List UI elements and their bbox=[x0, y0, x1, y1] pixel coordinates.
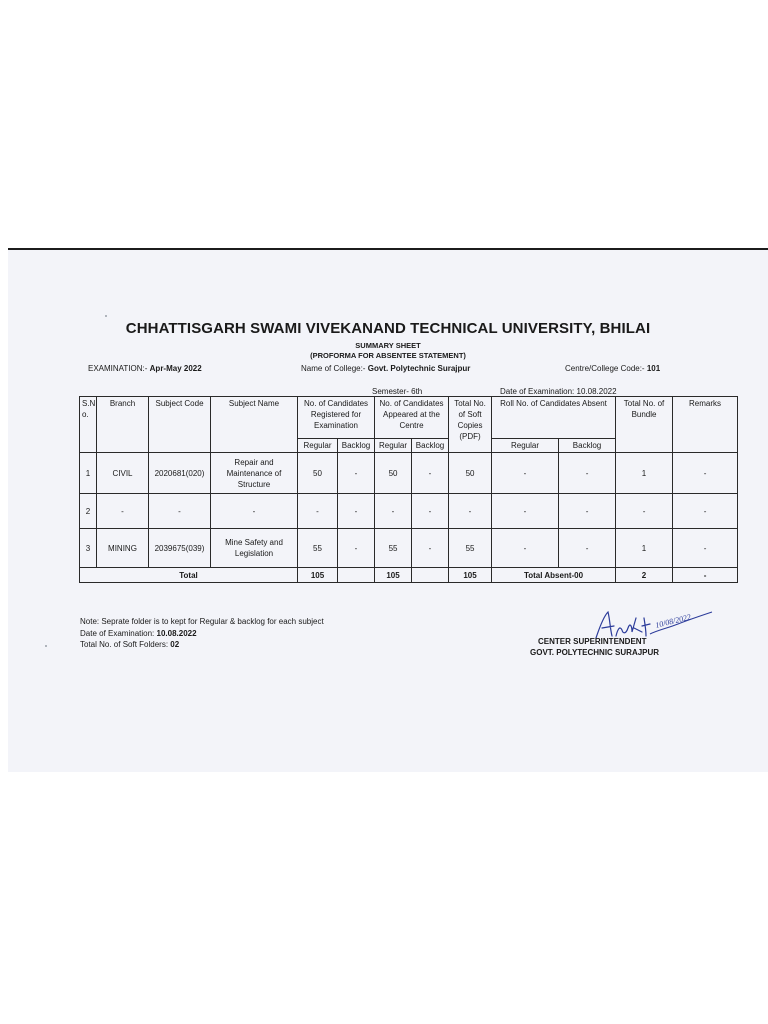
cell-registered-regular: 50 bbox=[298, 453, 338, 494]
total-row bbox=[80, 568, 738, 583]
total-absent: Total Absent-00 bbox=[492, 568, 616, 583]
header-subject-name: Subject Name bbox=[211, 397, 298, 453]
table-row bbox=[80, 453, 738, 494]
header-subject-code: Subject Code bbox=[149, 397, 211, 453]
scan-speck bbox=[45, 645, 47, 647]
cell-sno: 2 bbox=[80, 494, 97, 529]
total-empty-cell bbox=[412, 568, 449, 583]
cell-sno: 1 bbox=[80, 453, 97, 494]
notes-block bbox=[80, 616, 324, 651]
cell-subject-code: - bbox=[149, 494, 211, 529]
cell-absent-backlog: - bbox=[559, 529, 616, 568]
exam-date-value: 10.08.2022 bbox=[576, 387, 617, 396]
university-title: CHHATTISGARH SWAMI VIVEKANAND TECHNICAL UNIVERSITY, BHILAI bbox=[125, 320, 651, 337]
exam-date-info bbox=[500, 387, 617, 396]
cell-subject-code: 2020681(020) bbox=[149, 453, 211, 494]
cell-sno: 3 bbox=[80, 529, 97, 568]
header-remarks: Remarks bbox=[673, 397, 738, 453]
exam-date-label: Date of Examination: bbox=[500, 387, 575, 396]
cell-bundle: - bbox=[616, 494, 673, 529]
header-bundle: Total No. of Bundle bbox=[616, 397, 673, 453]
cell-registered-regular: 55 bbox=[298, 529, 338, 568]
cell-appeared-backlog: - bbox=[412, 494, 449, 529]
cell-branch: - bbox=[97, 494, 149, 529]
subheader-backlog: Backlog bbox=[412, 439, 449, 453]
note-soft-folders bbox=[80, 639, 324, 651]
proforma-heading: (PROFORMA FOR ABSENTEE STATEMENT) bbox=[310, 351, 466, 360]
cell-appeared-regular: 55 bbox=[375, 529, 412, 568]
header-registered: No. of Candidates Registered for Examination bbox=[298, 397, 375, 439]
cell-remarks: - bbox=[673, 529, 738, 568]
total-registered: 105 bbox=[298, 568, 338, 583]
cell-registered-regular: - bbox=[298, 494, 338, 529]
college-value: Govt. Polytechnic Surajpur bbox=[367, 364, 471, 373]
college-label: Name of College:- bbox=[301, 364, 366, 373]
table-row bbox=[80, 529, 738, 568]
summary-sheet-heading: SUMMARY SHEET bbox=[355, 341, 421, 350]
cell-registered-backlog: - bbox=[338, 494, 375, 529]
total-soft-copies: 105 bbox=[449, 568, 492, 583]
note-line: Note: Seprate folder is to kept for Regular & backlog for each subject bbox=[80, 617, 324, 626]
signature-scribble bbox=[596, 612, 650, 638]
subheader-regular: Regular bbox=[492, 439, 559, 453]
signature-date: 10/08/2022 bbox=[654, 612, 692, 630]
college-info bbox=[301, 364, 470, 373]
examination-label: EXAMINATION:- bbox=[88, 364, 148, 373]
semester: Semester- 6th bbox=[372, 387, 423, 396]
subheader-regular: Regular bbox=[298, 439, 338, 453]
cell-appeared-backlog: - bbox=[412, 529, 449, 568]
cell-bundle: 1 bbox=[616, 453, 673, 494]
table-header-row bbox=[80, 397, 738, 439]
note-folders-value: 02 bbox=[170, 640, 180, 649]
absentee-table bbox=[79, 396, 738, 583]
total-bundle: 2 bbox=[616, 568, 673, 583]
total-label: Total bbox=[80, 568, 298, 583]
table-row bbox=[80, 494, 738, 529]
cell-registered-backlog: - bbox=[338, 453, 375, 494]
cell-absent-backlog: - bbox=[559, 494, 616, 529]
cell-subject-name: - bbox=[211, 494, 298, 529]
note-exam-date bbox=[80, 628, 324, 640]
subheader-backlog: Backlog bbox=[559, 439, 616, 453]
cell-soft-copies: 50 bbox=[449, 453, 492, 494]
cell-appeared-regular: - bbox=[375, 494, 412, 529]
cell-remarks: - bbox=[673, 453, 738, 494]
subheader-regular: Regular bbox=[375, 439, 412, 453]
cell-remarks: - bbox=[673, 494, 738, 529]
cell-bundle: 1 bbox=[616, 529, 673, 568]
cell-subject-name: Mine Safety and Legislation bbox=[211, 529, 298, 568]
note-folders-label: Total No. of Soft Folders: bbox=[80, 640, 169, 649]
cell-registered-backlog: - bbox=[338, 529, 375, 568]
cell-absent-regular: - bbox=[492, 494, 559, 529]
cell-subject-name: Repair and Maintenance of Structure bbox=[211, 453, 298, 494]
note-date-label: Date of Examination: bbox=[80, 628, 155, 638]
examination-info bbox=[88, 364, 202, 373]
total-appeared: 105 bbox=[375, 568, 412, 583]
cell-absent-regular: - bbox=[492, 453, 559, 494]
cell-appeared-backlog: - bbox=[412, 453, 449, 494]
cell-absent-backlog: - bbox=[559, 453, 616, 494]
subheader-backlog: Backlog bbox=[338, 439, 375, 453]
cell-branch: MINING bbox=[97, 529, 149, 568]
cell-soft-copies: - bbox=[449, 494, 492, 529]
note-date-value: 10.08.2022 bbox=[156, 628, 197, 638]
header-appeared: No. of Candidates Appeared at the Centre bbox=[375, 397, 449, 439]
total-empty-cell bbox=[338, 568, 375, 583]
cell-absent-regular: - bbox=[492, 529, 559, 568]
total-remarks: - bbox=[673, 568, 738, 583]
cell-branch: CIVIL bbox=[97, 453, 149, 494]
header-branch: Branch bbox=[97, 397, 149, 453]
centre-info bbox=[565, 364, 660, 373]
examination-value: Apr-May 2022 bbox=[149, 364, 202, 373]
cell-appeared-regular: 50 bbox=[375, 453, 412, 494]
header-roll-absent: Roll No. of Candidates Absent bbox=[492, 397, 616, 439]
signatory-title: CENTER SUPERINTENDENT bbox=[538, 637, 647, 646]
header-sno: S.N o. bbox=[80, 397, 97, 453]
centre-value: 101 bbox=[646, 364, 661, 373]
absentee-summary-sheet bbox=[8, 250, 768, 772]
header-soft-copies: Total No. of Soft Copies (PDF) bbox=[449, 397, 492, 453]
scan-speck bbox=[105, 315, 107, 317]
cell-soft-copies: 55 bbox=[449, 529, 492, 568]
signatory-college: GOVT. POLYTECHNIC SURAJPUR bbox=[530, 648, 660, 657]
centre-label: Centre/College Code:- bbox=[565, 364, 645, 373]
cell-subject-code: 2039675(039) bbox=[149, 529, 211, 568]
